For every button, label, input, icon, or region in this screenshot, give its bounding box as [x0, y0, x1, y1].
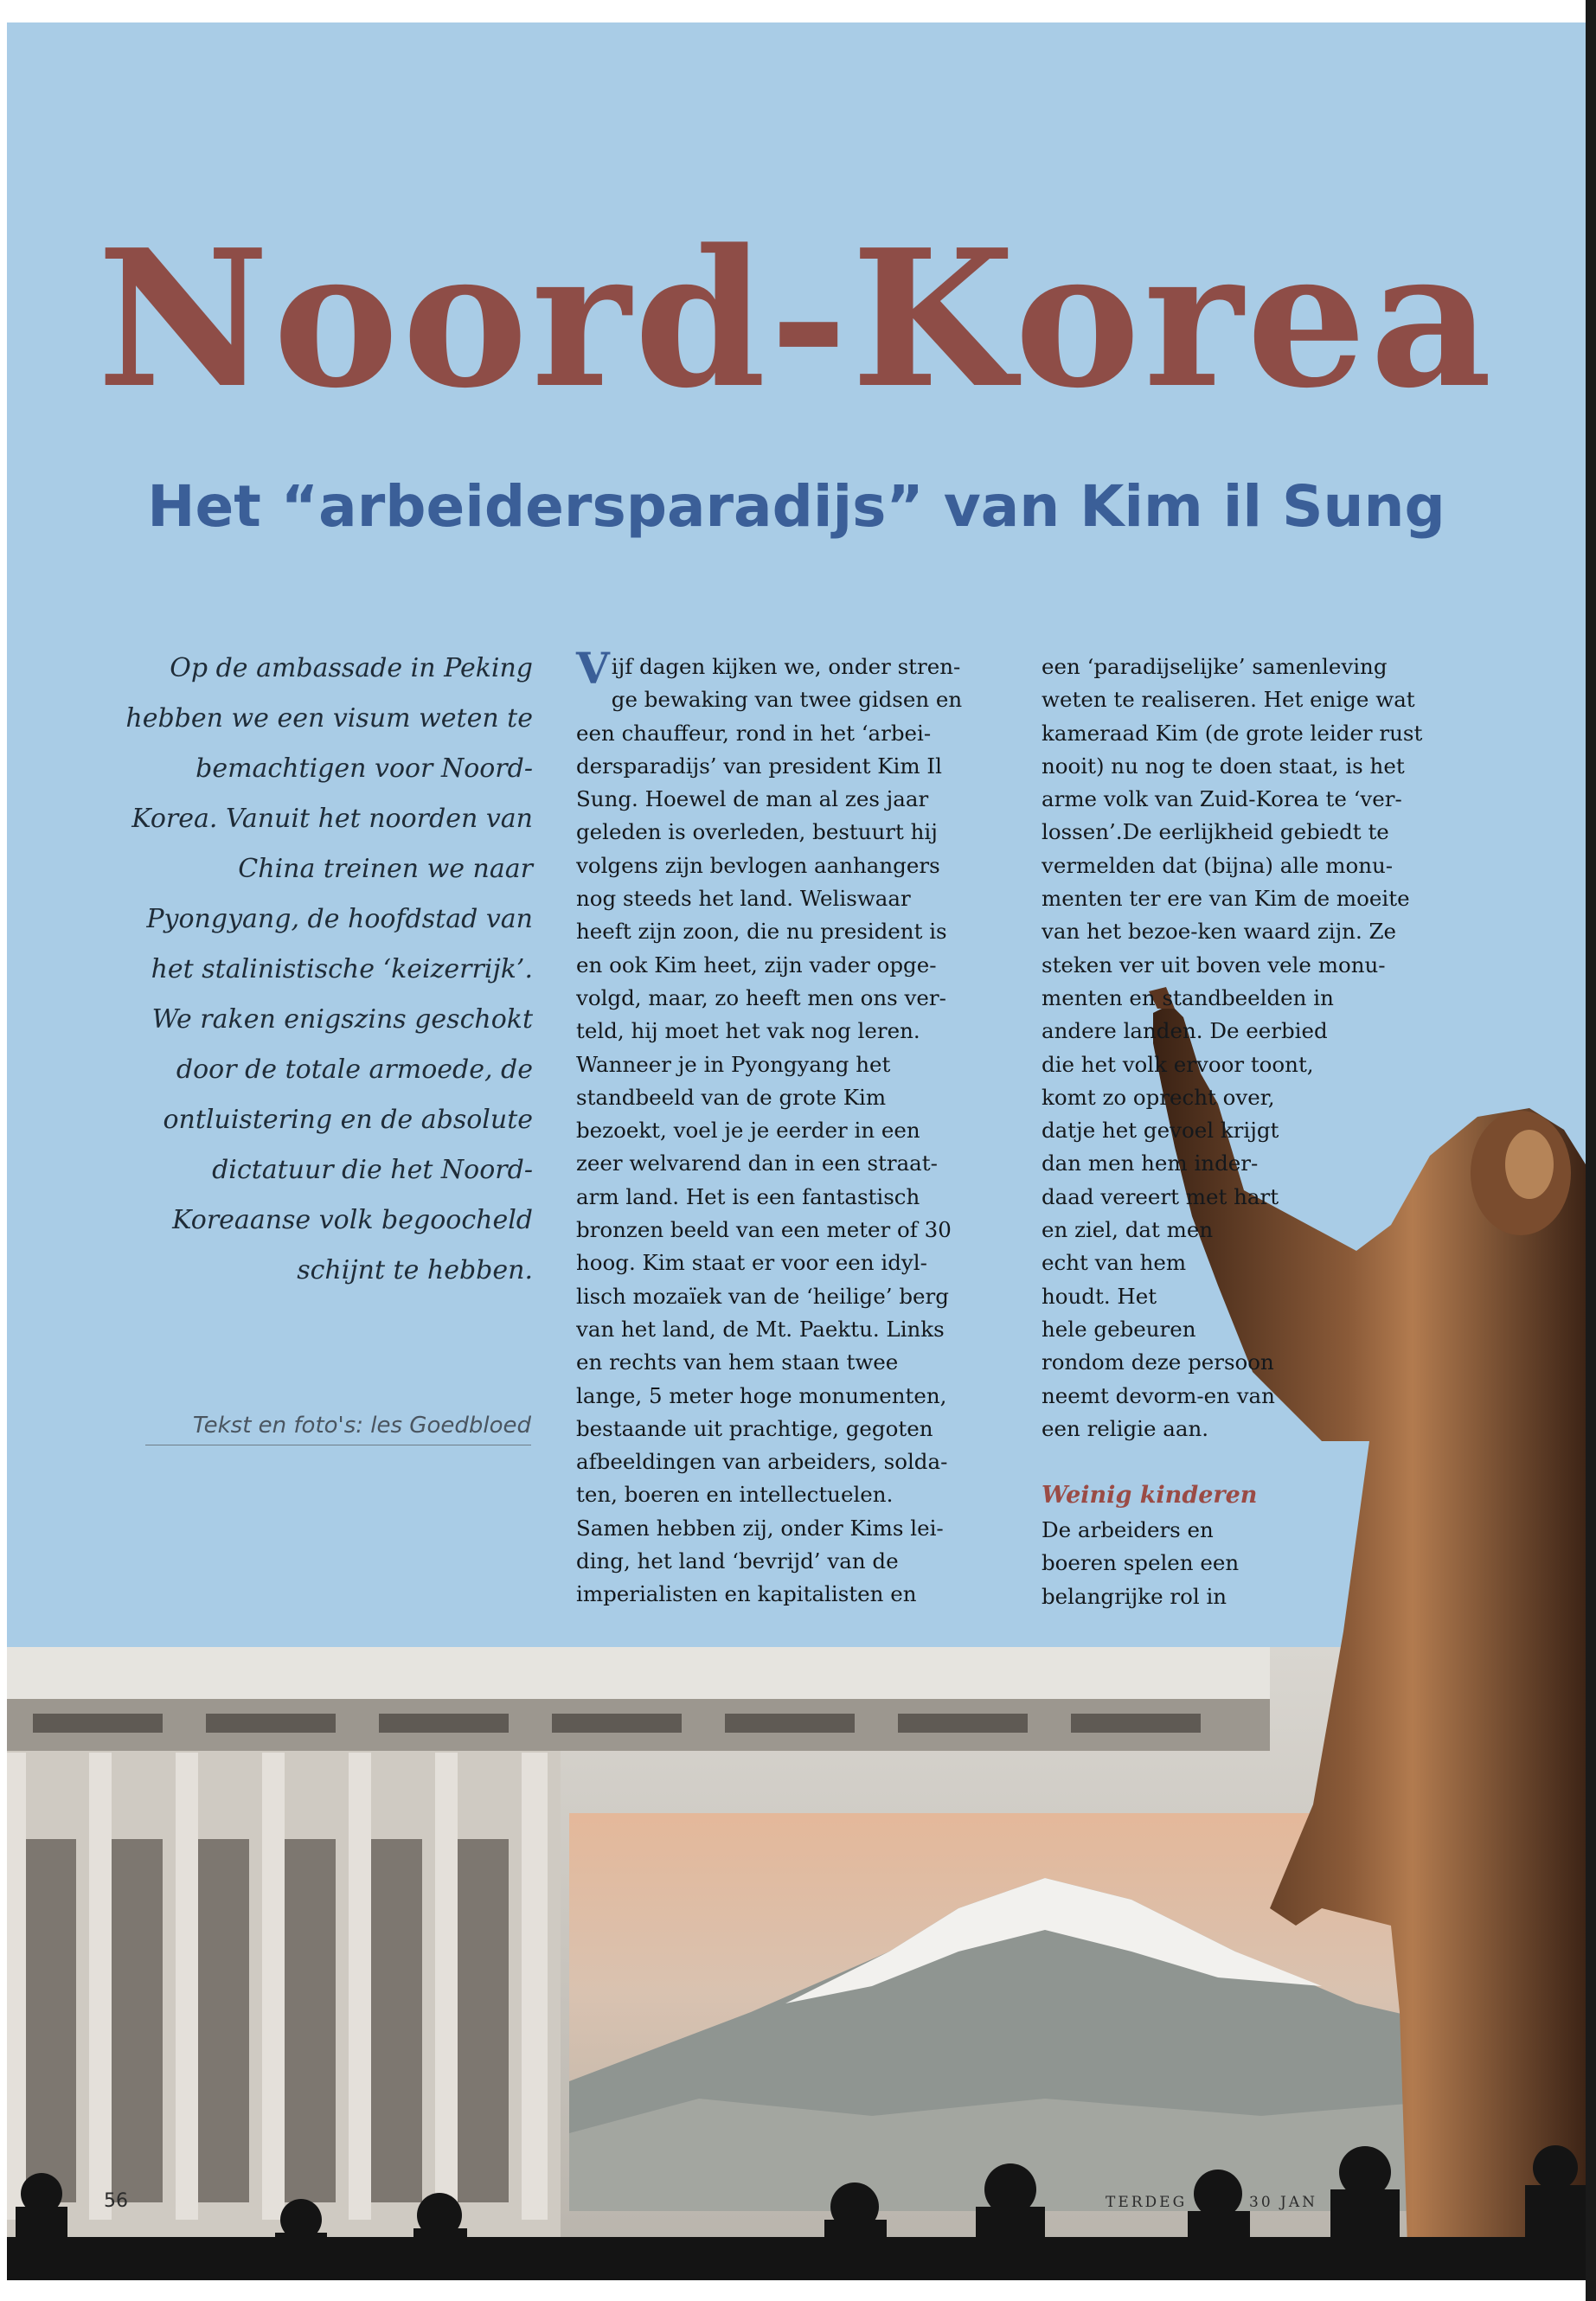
text-line: nog steeds het land. Weliswaar — [576, 886, 911, 912]
text-line: dan men hem inder- — [1042, 1150, 1259, 1176]
text-line: van het bezoe-ken waard zijn. Ze — [1042, 919, 1397, 945]
text-line: weten te realiseren. Het enige wat — [1042, 687, 1415, 713]
text-line: andere landen. De eerbied — [1042, 1018, 1328, 1044]
text-line: zeer welvarend dan in een straat- — [576, 1150, 938, 1176]
text-line: heeft zijn zoon, die nu president is — [576, 919, 947, 945]
text-line: dersparadijs’ van president Kim Il — [576, 753, 942, 779]
text-line: een ‘paradijselijke’ samenleving — [1042, 654, 1388, 679]
text-line: boeren spelen een — [1042, 1550, 1240, 1576]
article-column-3 — [1042, 651, 1491, 1445]
text-line: Wanneer je in Pyongyang het — [576, 1051, 891, 1077]
footer-date: 30 JAN — [1249, 2194, 1318, 2211]
text-line: nooit) nu nog te doen staat, is het — [1042, 753, 1405, 779]
text-line: Sung. Hoewel de man al zes jaar — [576, 786, 929, 812]
article-column-4 — [1042, 1514, 1301, 1613]
text-line: daad vereert met hart — [1042, 1183, 1279, 1209]
text-line: arm land. Het is een fantastisch — [576, 1183, 920, 1209]
page-subtitle: Het “arbeidersparadijs” van Kim il Sung — [147, 473, 1445, 540]
text-line: echt van hem — [1042, 1250, 1187, 1276]
byline: Tekst en foto's: les Goedbloed — [145, 1410, 531, 1445]
text-line: rondom deze persoon — [1042, 1349, 1274, 1375]
text-line: lange, 5 meter hoge monumenten, — [576, 1382, 947, 1408]
text-line: ten, boeren en intellectuelen. — [576, 1482, 894, 1508]
text-line: bezoekt, voel je je eerder in een — [576, 1118, 920, 1144]
text-line: datje het gevoel krijgt — [1042, 1118, 1279, 1144]
text-line: van het land, de Mt. Paektu. Links — [576, 1316, 945, 1342]
text-line: imperialisten en kapitalisten en — [576, 1581, 917, 1607]
section-subheading: Weinig kinderen — [1042, 1482, 1258, 1509]
text-line: kameraad Kim (de grote leider rust — [1042, 720, 1423, 746]
text-line: ge bewaking van twee gidsen en — [611, 687, 963, 713]
text-line: menten en standbeelden in — [1042, 984, 1334, 1010]
text-line: ijf dagen kijken we, onder stren- — [611, 654, 961, 679]
text-line: standbeeld van de grote Kim — [576, 1084, 887, 1110]
text-line: neemt devorm-en van — [1042, 1382, 1275, 1408]
text-line: bestaande uit prachtige, gegoten — [576, 1415, 933, 1441]
footer-magazine-name: TERDEG — [1106, 2194, 1188, 2211]
text-line: die het volk ervoor toont, — [1042, 1051, 1314, 1077]
text-line: komt zo oprecht over, — [1042, 1084, 1275, 1110]
text-line: volgd, maar, zo heeft men ons ver- — [576, 984, 946, 1010]
magazine-page — [7, 22, 1586, 2280]
scan-edge — [1586, 0, 1596, 2301]
text-line: afbeeldingen van arbeiders, solda- — [576, 1449, 948, 1475]
text-line: hoog. Kim staat er voor een idyl- — [576, 1250, 927, 1276]
text-line: teld, hij moet het vak nog leren. — [576, 1018, 920, 1044]
text-line: steken ver uit boven vele monu- — [1042, 952, 1386, 977]
article-column-2 — [576, 643, 991, 1612]
text-line: ding, het land ‘bevrijd’ van de — [576, 1548, 899, 1574]
text-line: arme volk van Zuid-Korea te ‘ver- — [1042, 786, 1402, 812]
text-line: lossen’.De eerlijkheid gebiedt te — [1042, 819, 1389, 845]
text-line: een chauffeur, rond in het ‘arbei- — [576, 720, 932, 746]
text-line: Samen hebben zij, onder Kims lei- — [576, 1515, 944, 1541]
page-number: 56 — [104, 2190, 128, 2212]
intro-paragraph: Op de ambassade in Peking hebben we een visum weten te bemachtigen voor Noord-Korea. Vanuit het noorden van China treinen we naar Pyongyang, de hoofdstad van het stalinistische ‘keizerrijk’. We raken enigszins geschokt door de totale armoede, de ontluistering en de absolute dictatuur die het Noord-Koreaanse volk begoocheld schijnt te hebben. — [125, 653, 533, 1285]
text-line: lisch mozaïek van de ‘heilige’ berg — [576, 1283, 949, 1309]
text-line: De arbeiders en — [1042, 1517, 1214, 1542]
text-line: en ook Kim heet, zijn vader opge- — [576, 952, 937, 977]
text-line: en ziel, dat men — [1042, 1217, 1214, 1243]
text-line: geleden is overleden, bestuurt hij — [576, 819, 938, 845]
text-line: menten ter ere van Kim de moeite — [1042, 886, 1410, 912]
text-line: een religie aan. — [1042, 1415, 1209, 1441]
text-line: en rechts van hem staan twee — [576, 1349, 899, 1375]
text-line: vermelden dat (bijna) alle monu- — [1042, 852, 1394, 878]
text-line: volgens zijn bevlogen aanhangers — [576, 852, 940, 878]
drop-cap: V — [576, 643, 610, 694]
text-line: houdt. Het — [1042, 1283, 1157, 1309]
text-line: belangrijke rol in — [1042, 1583, 1227, 1609]
text-line: hele gebeuren — [1042, 1316, 1196, 1342]
text-line: bronzen beeld van een meter of 30 — [576, 1217, 952, 1243]
page-title: Noord-Korea — [97, 208, 1496, 430]
